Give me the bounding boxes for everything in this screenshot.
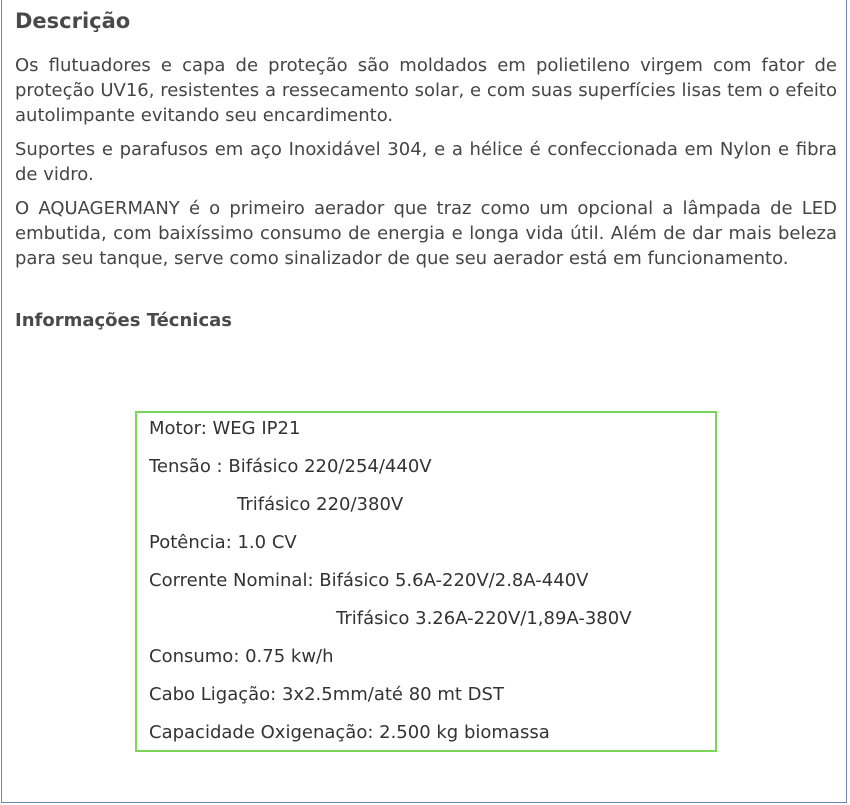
description-paragraph-3: O AQUAGERMANY é o primeiro aerador que traz como um opcional a lâmpada de LED embutida, com baixíssimo consumo de energia e longa vida útil. Além de dar mais beleza para seu tanque, serve como sinalizador de que seu aerador está em funcionamento. <box>15 198 837 269</box>
technical-specs-box <box>135 411 717 752</box>
content <box>15 6 837 333</box>
spec-tensao: Tensão : Bifásico 220/254/440V <box>149 456 432 477</box>
spec-potencia: Potência: 1.0 CV <box>149 532 297 553</box>
description-paragraph-1: Os flutuadores e capa de proteção são moldados em polietileno virgem com fator de proteção UV16, resistentes a ressecamento solar, e com suas superfícies lisas tem o efeito autolimpante evitando seu encardimento. <box>15 55 837 126</box>
description-title: Descrição <box>15 9 131 33</box>
description-paragraph-2: Suportes e parafusos em aço Inoxidável 304, e a hélice é confeccionada em Nylon e fibra de vidro. <box>15 139 837 185</box>
technical-title: Informações Técnicas <box>15 310 232 331</box>
spec-cabo: Cabo Ligação: 3x2.5mm/até 80 mt DST <box>149 684 504 705</box>
spec-motor: Motor: WEG IP21 <box>149 418 301 439</box>
spec-tensao-trifasico: Trifásico 220/380V <box>237 494 404 515</box>
spec-corrente: Corrente Nominal: Bifásico 5.6A-220V/2.8A-440V <box>149 570 589 591</box>
spec-capacidade: Capacidade Oxigenação: 2.500 kg biomassa <box>149 722 550 743</box>
spec-corrente-trifasico: Trifásico 3.26A-220V/1,89A-380V <box>336 608 632 629</box>
spec-consumo: Consumo: 0.75 kw/h <box>149 646 334 667</box>
